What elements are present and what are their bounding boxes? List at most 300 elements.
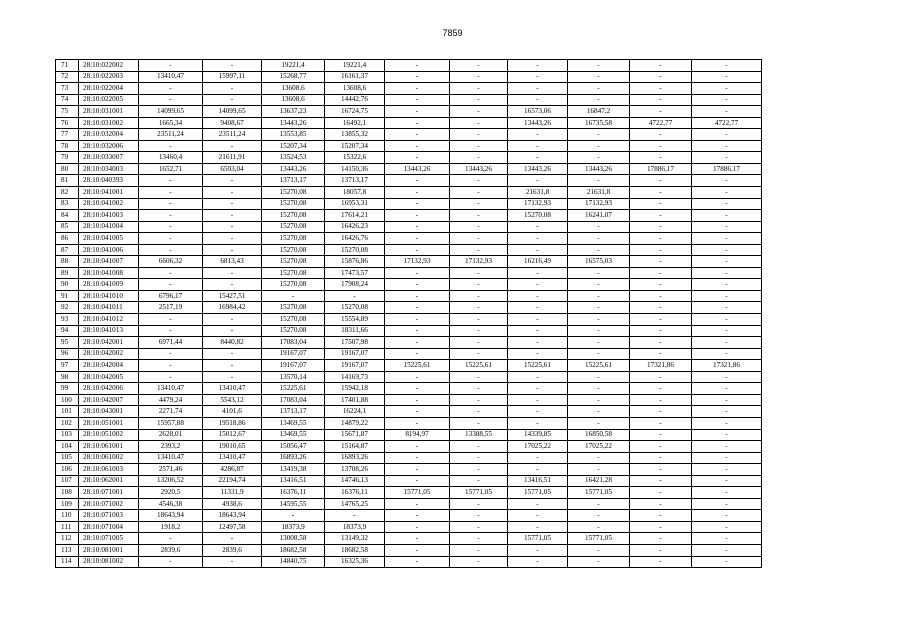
value-cell: -: [568, 325, 630, 337]
value-cell: 19221,4: [325, 60, 385, 72]
cadastral-number-cell: 28:10:071003: [79, 510, 139, 522]
value-cell: 9408,67: [203, 117, 262, 129]
value-cell: 16426,23: [325, 221, 385, 233]
value-cell: 16224,1: [325, 406, 385, 418]
value-cell: 13410,47: [203, 452, 262, 464]
value-cell: -: [385, 117, 450, 129]
value-cell: 14099,65: [139, 106, 203, 118]
value-cell: 13443,26: [508, 163, 568, 175]
cadastral-number-cell: 28:10:042004: [79, 360, 139, 372]
value-cell: 15270,08: [262, 302, 325, 314]
table-row: [56, 314, 762, 326]
value-cell: 14442,76: [325, 94, 385, 106]
cadastral-number-cell: 28:10:040393: [79, 175, 139, 187]
value-cell: -: [385, 464, 450, 476]
value-cell: 18311,66: [325, 325, 385, 337]
value-cell: 13570,14: [262, 371, 325, 383]
value-cell: -: [450, 152, 508, 164]
value-cell: 13419,38: [262, 464, 325, 476]
cadastral-number-cell: 28:10:022003: [79, 71, 139, 83]
page-number: 7859: [442, 28, 463, 38]
value-cell: -: [385, 521, 450, 533]
value-cell: 15771,05: [568, 533, 630, 545]
value-cell: -: [203, 244, 262, 256]
value-cell: -: [630, 498, 692, 510]
value-cell: 15270,08: [262, 256, 325, 268]
row-number-cell: 75: [56, 106, 79, 118]
value-cell: -: [692, 417, 762, 429]
value-cell: 13443,26: [508, 117, 568, 129]
value-cell: -: [203, 60, 262, 72]
cadastral-number-cell: 28:10:042001: [79, 337, 139, 349]
value-cell: -: [450, 348, 508, 360]
value-cell: -: [385, 452, 450, 464]
value-cell: -: [508, 417, 568, 429]
value-cell: -: [450, 441, 508, 453]
value-cell: -: [568, 302, 630, 314]
value-cell: -: [450, 279, 508, 291]
value-cell: -: [385, 233, 450, 245]
value-cell: -: [139, 175, 203, 187]
value-cell: -: [568, 337, 630, 349]
table-row: [56, 556, 762, 568]
value-cell: 13608,6: [325, 83, 385, 95]
table-row: [56, 360, 762, 372]
value-cell: -: [508, 498, 568, 510]
table-row: [56, 521, 762, 533]
value-cell: -: [450, 210, 508, 222]
table-row: [56, 544, 762, 556]
value-cell: 13443,26: [568, 163, 630, 175]
cadastral-number-cell: 28:10:022002: [79, 60, 139, 72]
row-number-cell: 89: [56, 267, 79, 279]
table-body: [56, 60, 762, 568]
table-row: [56, 71, 762, 83]
value-cell: 13443,26: [262, 163, 325, 175]
value-cell: 15771,05: [568, 487, 630, 499]
table-row: [56, 406, 762, 418]
value-cell: 13855,32: [325, 129, 385, 141]
value-cell: 13713,17: [325, 175, 385, 187]
value-cell: -: [325, 510, 385, 522]
value-cell: -: [692, 510, 762, 522]
value-cell: 4546,38: [139, 498, 203, 510]
value-cell: 13388,55: [450, 429, 508, 441]
value-cell: 18373,9: [325, 521, 385, 533]
value-cell: -: [385, 314, 450, 326]
value-cell: -: [568, 267, 630, 279]
value-cell: -: [450, 533, 508, 545]
value-cell: -: [450, 452, 508, 464]
value-cell: -: [630, 371, 692, 383]
value-cell: 16573,06: [508, 106, 568, 118]
value-cell: -: [385, 244, 450, 256]
value-cell: 13410,47: [139, 383, 203, 395]
value-cell: -: [385, 533, 450, 545]
value-cell: -: [508, 452, 568, 464]
value-cell: 14746,13: [325, 475, 385, 487]
value-cell: -: [692, 140, 762, 152]
value-cell: -: [508, 521, 568, 533]
value-cell: 15225,61: [450, 360, 508, 372]
table-row: [56, 198, 762, 210]
row-number-cell: 104: [56, 441, 79, 453]
value-cell: -: [450, 464, 508, 476]
value-cell: 13443,26: [385, 163, 450, 175]
value-cell: 14150,36: [325, 163, 385, 175]
row-number-cell: 109: [56, 498, 79, 510]
value-cell: -: [692, 441, 762, 453]
cadastral-number-cell: 28:10:022005: [79, 94, 139, 106]
value-cell: -: [692, 383, 762, 395]
value-cell: 19167,07: [325, 348, 385, 360]
value-cell: -: [630, 290, 692, 302]
value-cell: -: [508, 233, 568, 245]
value-cell: 2628,01: [139, 429, 203, 441]
value-cell: -: [630, 221, 692, 233]
value-cell: -: [385, 152, 450, 164]
value-cell: -: [568, 71, 630, 83]
value-cell: -: [630, 256, 692, 268]
value-cell: -: [630, 521, 692, 533]
value-cell: -: [203, 556, 262, 568]
value-cell: -: [508, 244, 568, 256]
value-cell: -: [139, 60, 203, 72]
value-cell: -: [692, 60, 762, 72]
value-cell: -: [630, 233, 692, 245]
value-cell: 13008,58: [262, 533, 325, 545]
value-cell: 19167,07: [262, 348, 325, 360]
cadastral-number-cell: 28:10:081002: [79, 556, 139, 568]
cadastral-number-cell: 28:10:061003: [79, 464, 139, 476]
value-cell: 8194,97: [385, 429, 450, 441]
value-cell: -: [139, 371, 203, 383]
value-cell: 8440,82: [203, 337, 262, 349]
value-cell: 18643,94: [139, 510, 203, 522]
value-cell: -: [630, 152, 692, 164]
value-cell: -: [568, 383, 630, 395]
value-cell: 17473,57: [325, 267, 385, 279]
value-cell: 4722,77: [630, 117, 692, 129]
value-cell: -: [630, 175, 692, 187]
value-cell: -: [450, 371, 508, 383]
value-cell: 2271,74: [139, 406, 203, 418]
value-cell: 12497,58: [203, 521, 262, 533]
value-cell: 4101,6: [203, 406, 262, 418]
value-cell: -: [450, 140, 508, 152]
value-cell: 15671,87: [325, 429, 385, 441]
value-cell: -: [508, 383, 568, 395]
value-cell: -: [450, 325, 508, 337]
value-cell: -: [385, 83, 450, 95]
value-cell: 16984,42: [203, 302, 262, 314]
row-number-cell: 91: [56, 290, 79, 302]
value-cell: 2393,2: [139, 441, 203, 453]
value-cell: -: [568, 279, 630, 291]
value-cell: -: [139, 94, 203, 106]
value-cell: 15056,47: [262, 441, 325, 453]
value-cell: 17321,86: [692, 360, 762, 372]
value-cell: -: [508, 129, 568, 141]
value-cell: -: [568, 371, 630, 383]
value-cell: -: [385, 348, 450, 360]
cadastral-number-cell: 28:10:043001: [79, 406, 139, 418]
table-row: [56, 140, 762, 152]
value-cell: -: [630, 187, 692, 199]
value-cell: 18373,9: [262, 521, 325, 533]
value-cell: -: [385, 175, 450, 187]
value-cell: -: [508, 60, 568, 72]
value-cell: -: [385, 510, 450, 522]
value-cell: -: [450, 556, 508, 568]
row-number-cell: 79: [56, 152, 79, 164]
value-cell: -: [450, 221, 508, 233]
row-number-cell: 112: [56, 533, 79, 545]
cadastral-number-cell: 28:10:041008: [79, 267, 139, 279]
value-cell: -: [508, 221, 568, 233]
table-row: [56, 129, 762, 141]
value-cell: -: [450, 94, 508, 106]
value-cell: -: [692, 198, 762, 210]
cadastral-number-cell: 28:10:041012: [79, 314, 139, 326]
cadastral-number-cell: 28:10:042002: [79, 348, 139, 360]
value-cell: -: [203, 198, 262, 210]
row-number-cell: 74: [56, 94, 79, 106]
value-cell: -: [630, 279, 692, 291]
value-cell: -: [630, 267, 692, 279]
value-cell: -: [692, 83, 762, 95]
value-cell: -: [385, 383, 450, 395]
value-cell: 15164,87: [325, 441, 385, 453]
value-cell: -: [692, 233, 762, 245]
value-cell: 15270,08: [262, 267, 325, 279]
cadastral-number-cell: 28:10:071001: [79, 487, 139, 499]
value-cell: 15270,08: [262, 279, 325, 291]
row-number-cell: 94: [56, 325, 79, 337]
value-cell: -: [203, 348, 262, 360]
value-cell: 15207,34: [325, 140, 385, 152]
value-cell: 18682,58: [262, 544, 325, 556]
value-cell: -: [139, 198, 203, 210]
value-cell: 17614,21: [325, 210, 385, 222]
value-cell: 2517,19: [139, 302, 203, 314]
value-cell: -: [508, 348, 568, 360]
value-cell: -: [203, 83, 262, 95]
value-cell: 13713,17: [262, 175, 325, 187]
table-row: [56, 487, 762, 499]
value-cell: 4286,87: [203, 464, 262, 476]
value-cell: -: [508, 556, 568, 568]
value-cell: -: [139, 83, 203, 95]
value-cell: -: [692, 302, 762, 314]
value-cell: 15942,18: [325, 383, 385, 395]
value-cell: -: [450, 267, 508, 279]
value-cell: -: [692, 544, 762, 556]
value-cell: -: [692, 464, 762, 476]
value-cell: -: [630, 533, 692, 545]
value-cell: -: [385, 198, 450, 210]
value-cell: -: [692, 325, 762, 337]
value-cell: 19010,65: [203, 441, 262, 453]
table-row: [56, 325, 762, 337]
value-cell: 11331,9: [203, 487, 262, 499]
value-cell: 15771,05: [508, 487, 568, 499]
table-row: [56, 290, 762, 302]
value-cell: -: [692, 394, 762, 406]
cadastral-number-cell: 28:10:071002: [79, 498, 139, 510]
row-number-cell: 100: [56, 394, 79, 406]
row-number-cell: 105: [56, 452, 79, 464]
value-cell: -: [508, 325, 568, 337]
value-cell: 21631,8: [508, 187, 568, 199]
value-cell: -: [385, 302, 450, 314]
value-cell: 16735,58: [568, 117, 630, 129]
value-cell: -: [692, 371, 762, 383]
value-cell: 16724,75: [325, 106, 385, 118]
value-cell: 18643,94: [203, 510, 262, 522]
value-cell: 15554,89: [325, 314, 385, 326]
value-cell: -: [630, 210, 692, 222]
table-row: [56, 498, 762, 510]
table-row: [56, 510, 762, 522]
value-cell: 6813,43: [203, 256, 262, 268]
value-cell: 13637,23: [262, 106, 325, 118]
value-cell: 15876,86: [325, 256, 385, 268]
value-cell: -: [508, 140, 568, 152]
row-number-cell: 72: [56, 71, 79, 83]
value-cell: 15771,05: [508, 533, 568, 545]
value-cell: 15270,08: [325, 302, 385, 314]
cadastral-number-cell: 28:10:071005: [79, 533, 139, 545]
value-cell: -: [568, 129, 630, 141]
value-cell: -: [385, 556, 450, 568]
value-cell: -: [692, 452, 762, 464]
value-cell: -: [508, 544, 568, 556]
table-row: [56, 117, 762, 129]
value-cell: 13149,32: [325, 533, 385, 545]
value-cell: -: [508, 83, 568, 95]
table-row: [56, 337, 762, 349]
value-cell: -: [630, 556, 692, 568]
value-cell: -: [630, 129, 692, 141]
value-cell: 17886,17: [630, 163, 692, 175]
value-cell: -: [630, 302, 692, 314]
value-cell: 17132,93: [508, 198, 568, 210]
value-cell: -: [139, 210, 203, 222]
value-cell: -: [508, 510, 568, 522]
value-cell: -: [568, 556, 630, 568]
value-cell: 15225,61: [385, 360, 450, 372]
cadastral-number-cell: 28:10:042007: [79, 394, 139, 406]
value-cell: -: [630, 337, 692, 349]
table-row: [56, 221, 762, 233]
value-cell: -: [630, 464, 692, 476]
value-cell: -: [203, 233, 262, 245]
value-cell: 13608,6: [262, 83, 325, 95]
cadastral-number-cell: 28:10:041007: [79, 256, 139, 268]
value-cell: 17132,93: [568, 198, 630, 210]
value-cell: -: [385, 71, 450, 83]
value-cell: 19518,86: [203, 417, 262, 429]
value-cell: -: [508, 94, 568, 106]
value-cell: -: [508, 302, 568, 314]
value-cell: -: [139, 244, 203, 256]
value-cell: -: [450, 187, 508, 199]
value-cell: -: [385, 394, 450, 406]
value-cell: -: [450, 510, 508, 522]
value-cell: 2839,6: [139, 544, 203, 556]
value-cell: 4938,6: [203, 498, 262, 510]
row-number-cell: 107: [56, 475, 79, 487]
value-cell: -: [508, 371, 568, 383]
value-cell: -: [630, 140, 692, 152]
value-cell: 5543,12: [203, 394, 262, 406]
value-cell: -: [385, 94, 450, 106]
value-cell: 15270,08: [508, 210, 568, 222]
value-cell: -: [630, 83, 692, 95]
value-cell: 17083,04: [262, 337, 325, 349]
value-cell: -: [450, 521, 508, 533]
value-cell: -: [385, 187, 450, 199]
cadastral-number-cell: 28:10:022004: [79, 83, 139, 95]
row-number-cell: 85: [56, 221, 79, 233]
table-row: [56, 244, 762, 256]
value-cell: 13443,26: [450, 163, 508, 175]
value-cell: 6503,04: [203, 163, 262, 175]
cadastral-number-cell: 28:10:032004: [79, 129, 139, 141]
value-cell: -: [692, 556, 762, 568]
data-table: [55, 59, 762, 568]
value-cell: -: [385, 325, 450, 337]
value-cell: -: [568, 140, 630, 152]
value-cell: -: [450, 498, 508, 510]
cadastral-number-cell: 28:10:071004: [79, 521, 139, 533]
row-number-cell: 82: [56, 187, 79, 199]
value-cell: -: [385, 129, 450, 141]
value-cell: 15270,08: [262, 233, 325, 245]
value-cell: 13524,53: [262, 152, 325, 164]
value-cell: -: [630, 71, 692, 83]
value-cell: -: [450, 198, 508, 210]
value-cell: -: [385, 221, 450, 233]
table-row: [56, 429, 762, 441]
value-cell: -: [568, 452, 630, 464]
value-cell: -: [568, 314, 630, 326]
cadastral-number-cell: 28:10:041009: [79, 279, 139, 291]
value-cell: 23511,24: [139, 129, 203, 141]
value-cell: 15771,05: [450, 487, 508, 499]
value-cell: -: [692, 106, 762, 118]
cadastral-number-cell: 28:10:081001: [79, 544, 139, 556]
value-cell: -: [568, 83, 630, 95]
value-cell: -: [630, 544, 692, 556]
value-cell: 17886,17: [692, 163, 762, 175]
cadastral-number-cell: 28:10:031002: [79, 117, 139, 129]
value-cell: -: [450, 106, 508, 118]
value-cell: -: [450, 383, 508, 395]
value-cell: -: [385, 417, 450, 429]
value-cell: -: [568, 290, 630, 302]
value-cell: 15268,77: [262, 71, 325, 83]
value-cell: -: [203, 221, 262, 233]
table-row: [56, 475, 762, 487]
cadastral-number-cell: 28:10:041005: [79, 233, 139, 245]
value-cell: -: [630, 429, 692, 441]
cadastral-number-cell: 28:10:041011: [79, 302, 139, 314]
value-cell: -: [139, 267, 203, 279]
table-row: [56, 371, 762, 383]
value-cell: 14879,22: [325, 417, 385, 429]
